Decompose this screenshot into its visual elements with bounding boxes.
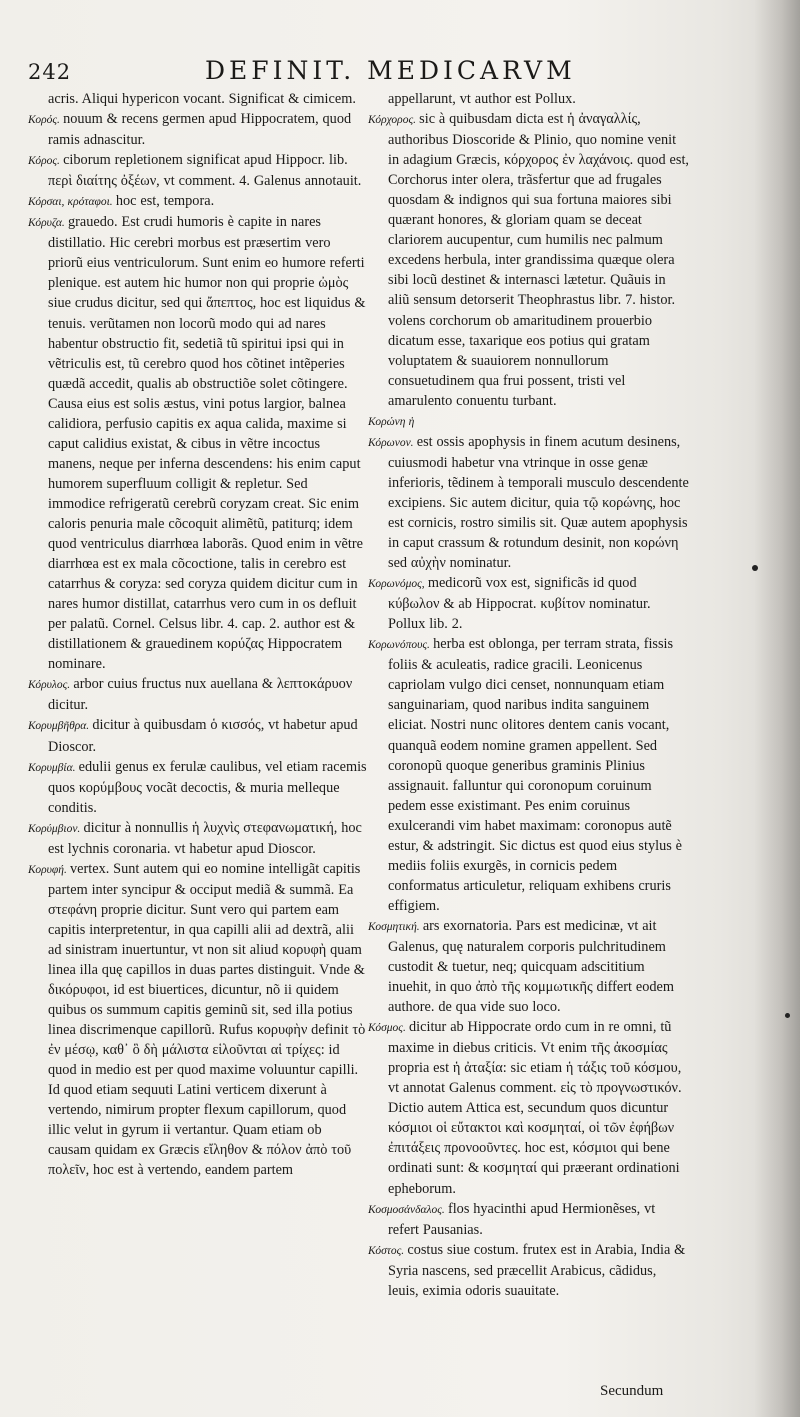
entry-text: medicorũ vox est, significãs id quod κύβωλον & ab Hippocrat. κυβίτον nominatur. Pollux lib. 2. bbox=[388, 575, 651, 633]
lemma: Κόστος. bbox=[368, 1244, 408, 1257]
entry-text: costus siue costum. frutex est in Arabia, India & Syria nascens, sed præcellit Arabicus, cãdidus, leuis, eximia odoris suauitate. bbox=[388, 1241, 686, 1299]
lemma: Κοσμητική. bbox=[368, 920, 423, 933]
entry-text: est ossis apophysis in finem acutum desinens, cuiusmodi habetur vna vtrinque in osse genæ inferioris, tẽdinem à temporali musculo descendente excipiens. Sic autem dicitur, quia τῷ κορώνης, hoc est cornicis, rostro similis sit. Quæ autem apophysis in caput crassum & rotundum desinit, non κορώνη sed αὐχὴν nominatur. bbox=[388, 433, 689, 572]
lemma: Κοσμοσάνδαλος. bbox=[368, 1203, 448, 1216]
lemma: Κορυφή. bbox=[28, 863, 71, 876]
entry-text: sic à quibusdam dicta est ἡ ἀναγαλλίς, authoribus Dioscoride & Plinio, quo nomine venit in adagium Græcis, κόρχορος ἐν λαχάνοις. quod est, Corchorus inter olera, trãsfertur que ad frugales quosdam & indignos qui sua fortuna maiores sibi quærant honores, & gloriam quam se deceat clariorem aucupentur, cum humilis nec palmum excedens herbula, inter grandissima quæque olera sibi locũ destinet & internasci lætetur. Quãuis in aliũ sensum detorserit Theophrastus libr. 7. histor. volens corchorum ob amaritudinem prouerbio dicatum esse, taxarique eos potius qui gratam voluptatem & suauiorem nonnullorum consuetudinem qua frui possent, tristi vel amarulento conuentu turbant. bbox=[388, 111, 690, 409]
entry bbox=[368, 1240, 690, 1301]
entry bbox=[28, 757, 368, 818]
entry bbox=[28, 212, 368, 674]
ink-spot bbox=[752, 565, 758, 571]
entry-text: dicitur à nonnullis ἡ λυχνὶς στεφανωματική, hoc est lychnis coronaria. vt habetur apud Dioscor. bbox=[48, 819, 362, 857]
right-column bbox=[368, 89, 690, 1301]
lemma: Κορωνόμος, bbox=[368, 578, 428, 591]
entry bbox=[368, 109, 690, 411]
entry bbox=[368, 1199, 690, 1240]
lemma: Κορώνη ἡ bbox=[368, 415, 415, 428]
entry-text: ciborum repletionem significat apud Hippocr. lib. περὶ διαίτης ὀξέων, vt comment. 4. Galenus annotauit. bbox=[48, 152, 362, 190]
entry bbox=[28, 818, 368, 859]
left-column bbox=[28, 89, 368, 1181]
running-title: DEFINIT. MEDICARVM bbox=[205, 56, 576, 85]
entry-text: edulii genus ex ferulæ caulibus, vel etiam racemis quos κορύμβους vocãt decoctis, & muria melleque conditis. bbox=[48, 758, 367, 816]
entry-text: appellarunt, vt author est Pollux. bbox=[388, 91, 576, 107]
entry-text: grauedo. Est crudi humoris è capite in nares distillatio. Hic cerebri morbus est præsertim vero priorũ eius ventriculorum. Sunt enim eo humore referti plenique. est autem hic humor non qui proprie ὠμὸς siue crudus dicitur, sed qui ἄπεπτος, hoc est liquidus & tenuis. verũtamen non locorũ modo qui ad nares habentur obstructio fit, sedetiã tũ spiritui ipsi qui in vẽtriculis est, tũ cerebro quod hos cõtinet intẽperies quædã accedit, qualis ab obstructiõe solet cõtingere. Causa eius est solis æstus, vini potus largior, balnea calidiora, perfusio capitis ex aqua calida, maxime si caput calidius existat, & cibus in vẽtre incoctus manens, neque per inferna descendens: his enim caput humorem superfluum colligit & repletur. Sed immodice refrigeratũ cerebrũ coryzam creat. Sic enim caloris penuria male cõcoquit alimẽtũ, patiturq; idem quod ventriculus diarrhœa laborãs. Quod enim in vẽtre diarrhœa est ex mala cõcoctione, talis in cerebro est catarrhus & coryza: sed coryza quidem dicitur cum in nares humor distillat, catarrhus vero cum in os defluit per palatũ. Cornel. Celsus libr. 4. cap. 2. author est & distillationem & grauedinem κορύζας Hippocratem nominare. bbox=[48, 214, 366, 673]
page-edge-shadow bbox=[754, 0, 800, 1417]
lemma: Κόρος. bbox=[28, 155, 64, 168]
lemma: Κορός. bbox=[28, 114, 64, 127]
entry bbox=[28, 150, 368, 191]
entry bbox=[28, 89, 368, 109]
entry-text: flos hyacinthi apud Hermionẽses, vt refert Pausanias. bbox=[388, 1200, 656, 1238]
entry-text: nouum & recens germen apud Hippocratem, quod ramis adnascitur. bbox=[48, 111, 352, 149]
entry-text: ars exornatoria. Pars est medicinæ, vt ait Galenus, quę naturalem corporis pulchritudinem custodit & tuetur, neq; quicquam adscititium inuehit, in quo ἀπὸ τῆς κομμωτικῆς differt eodem authore. de qua vide suo loco. bbox=[388, 917, 674, 1016]
entry-text: dicitur ab Hippocrate ordo cum in re omni, tũ maxime in diebus criticis. Vt enim τῆς ἀκοσμίας propria est ἡ ἀταξία: sic etiam ἡ τάξις τοῦ κόσμου, vt annotat Galenus comment. εἰς τὸ προγνωστικόν. Dictio autem Attica est, secundum quos dicuntur κόσμιοι οἱ εὔτακτοι καὶ κοσμηταί, οἱ τῶν ἐφήβων ἐπιτάξεις προνοοῦντες. hoc est, κόσμιοι qui bene ordinati sunt: & κοσμηταί qui præerant ordinationi epheborum. bbox=[388, 1019, 682, 1197]
lemma: Κορυμβῆθρα. bbox=[28, 720, 93, 733]
entry bbox=[368, 634, 690, 916]
lemma: Κόρχορος. bbox=[368, 114, 420, 127]
entry bbox=[368, 916, 690, 1017]
entry bbox=[368, 573, 690, 634]
entry bbox=[368, 89, 690, 109]
entry-text: herba est oblonga, per terram strata, fissis foliis & aculeatis, radice gracili. Leonicenus capriolam vulgo dici censet, nonnunquam etiam sanguinariam, quod naribus indita sanguinem eliciat. Nostri nunc olitores dentem canis vocant, quanquã eodem nomine gramen appellent. Sed coronopũ quoque generibus graminis Plinius assignauit. falluntur qui coronopum coruinum pedem esse existimant. Pes enim coruinus exulcerandi vim habet maximam: coronopus autẽ estur, & adstringit. Sic dictus est quod eius stylus è mediis foliis exurgẽs, in cornicis pedem conformatus articuletur, reliquam exhibens cruris effigiem. bbox=[388, 636, 682, 914]
lemma: Κόρυλος. bbox=[28, 679, 74, 692]
entry-text: acris. Aliqui hypericon vocant. Significat & cimicem. bbox=[48, 91, 356, 107]
entry bbox=[368, 432, 690, 573]
lemma: Κόρσαι, κρόταφοι. bbox=[28, 196, 116, 209]
lemma: Κορυμβία. bbox=[28, 761, 79, 774]
entry bbox=[368, 1017, 690, 1198]
catchword: Secundum bbox=[600, 1383, 664, 1399]
entry bbox=[28, 674, 368, 715]
entry-text: hoc est, tempora. bbox=[115, 193, 215, 210]
entry bbox=[28, 859, 368, 1181]
lemma: Κόσμος. bbox=[368, 1022, 409, 1035]
entry bbox=[28, 109, 368, 150]
entry-text: arbor cuius fructus nux auellana & λεπτοκάρυον dicitur. bbox=[48, 676, 353, 714]
lemma: Κορωνόπους. bbox=[368, 639, 434, 652]
entry-text: dicitur à quibusdam ὁ κισσός, vt habetur apud Dioscor. bbox=[48, 717, 358, 755]
page-number: 242 bbox=[28, 60, 72, 84]
lemma: Κόρυζα. bbox=[28, 217, 68, 230]
entry bbox=[28, 191, 368, 212]
ink-spot bbox=[785, 1013, 790, 1018]
entry bbox=[28, 715, 368, 756]
lemma: Κορύμβιον. bbox=[28, 822, 84, 835]
entry bbox=[368, 411, 690, 432]
lemma: Κόρωνον. bbox=[368, 436, 417, 449]
entry-text: vertex. Sunt autem qui eo nomine intelligãt capitis partem inter syncipur & occiput mediã & summã. Ea στεφάνη proprie dicitur. Sunt vero qui partem eam capitis interpretentur, in qua capilli alii ad dextrã, alii ad sinistram inuertuntur, vt non sit aliud κορυφὴ quam linea illa quę capillos in duas partes distinguit. Vnde & δικόρυφοι, id est biuertices, dicuntur, nõ ii quidem quibus os summum capitis geminũ sit, sed illa potius linea discrimenque capillorũ. Rufus κορυφὴν definit τὸ ἐν μέσῳ, καθ᾽ ὃ δὴ μάλιστα εἱλοῦνται αἱ τρίχες: id quod in medio est per quod maxime voluuntur capilli. Id quod etiam sequuti Latini verticem dixerunt à vertendo, nimirum propter flexum capillorum, quod illic velut in gyrum ii vertantur. Quam etiam ob causam quidam ex Græcis εἴληθον & πόλον ἀπὸ τοῦ πολεῖν, hoc est à vertendo, eandem partem bbox=[48, 860, 366, 1179]
